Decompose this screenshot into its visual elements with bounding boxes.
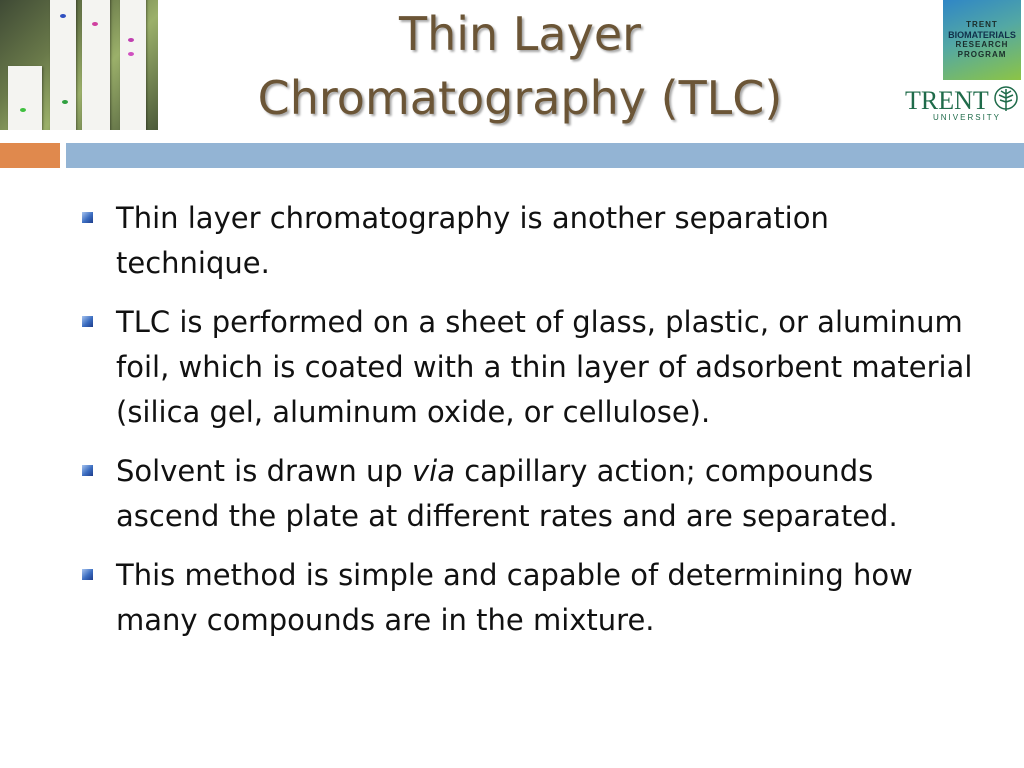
tree-icon: [993, 86, 1019, 114]
bullet-text-italic: via: [412, 454, 455, 488]
bullet-text-segment: capillary action; compounds ascend the plate at different rates and are separated.: [116, 454, 898, 533]
logo-line-2: BIOMATERIALS: [948, 30, 1016, 40]
slide-title-line-2: Chromatography (TLC): [257, 71, 783, 125]
bullet-square-icon: [82, 212, 93, 223]
trent-university-logo: [905, 86, 1020, 122]
slide-title-line-1: Thin Layer: [398, 7, 642, 61]
biomaterials-logo: [943, 0, 1021, 80]
bullet-item: [80, 449, 980, 539]
tlc-plates-photo: [0, 0, 158, 130]
bullet-text-segment: This method is simple and capable of determining how many compounds are in the mixture.: [116, 558, 913, 637]
trent-subtitle: UNIVERSITY: [933, 113, 1002, 122]
logo-line-1: TRENT: [966, 20, 998, 29]
bullet-square-icon: [82, 569, 93, 580]
trent-wordmark: TRENT: [905, 86, 989, 115]
bullet-text-segment: Thin layer chromatography is another separation technique.: [116, 201, 829, 280]
bullet-item: [80, 196, 980, 286]
accent-bar-orange: [0, 143, 60, 168]
bullet-text: [116, 553, 980, 643]
bullet-item: [80, 553, 980, 643]
logo-line-4: PROGRAM: [957, 50, 1007, 59]
bullet-text-segment: Solvent is drawn up: [116, 454, 412, 488]
logo-line-3: RESEARCH: [955, 40, 1009, 49]
bullet-square-icon: [82, 465, 93, 476]
bullet-text: [116, 196, 980, 286]
bullet-text: [116, 300, 980, 435]
bullet-list: [80, 196, 980, 657]
accent-bar-blue: [66, 143, 1024, 168]
bullet-square-icon: [82, 316, 93, 327]
bullet-item: [80, 300, 980, 435]
bullet-text-segment: TLC is performed on a sheet of glass, plastic, or aluminum foil, which is coated with a thin layer of adsorbent material (silica gel, aluminum oxide, or cellulose).: [116, 305, 973, 429]
bullet-text: [116, 449, 980, 539]
slide-title: [170, 2, 870, 130]
